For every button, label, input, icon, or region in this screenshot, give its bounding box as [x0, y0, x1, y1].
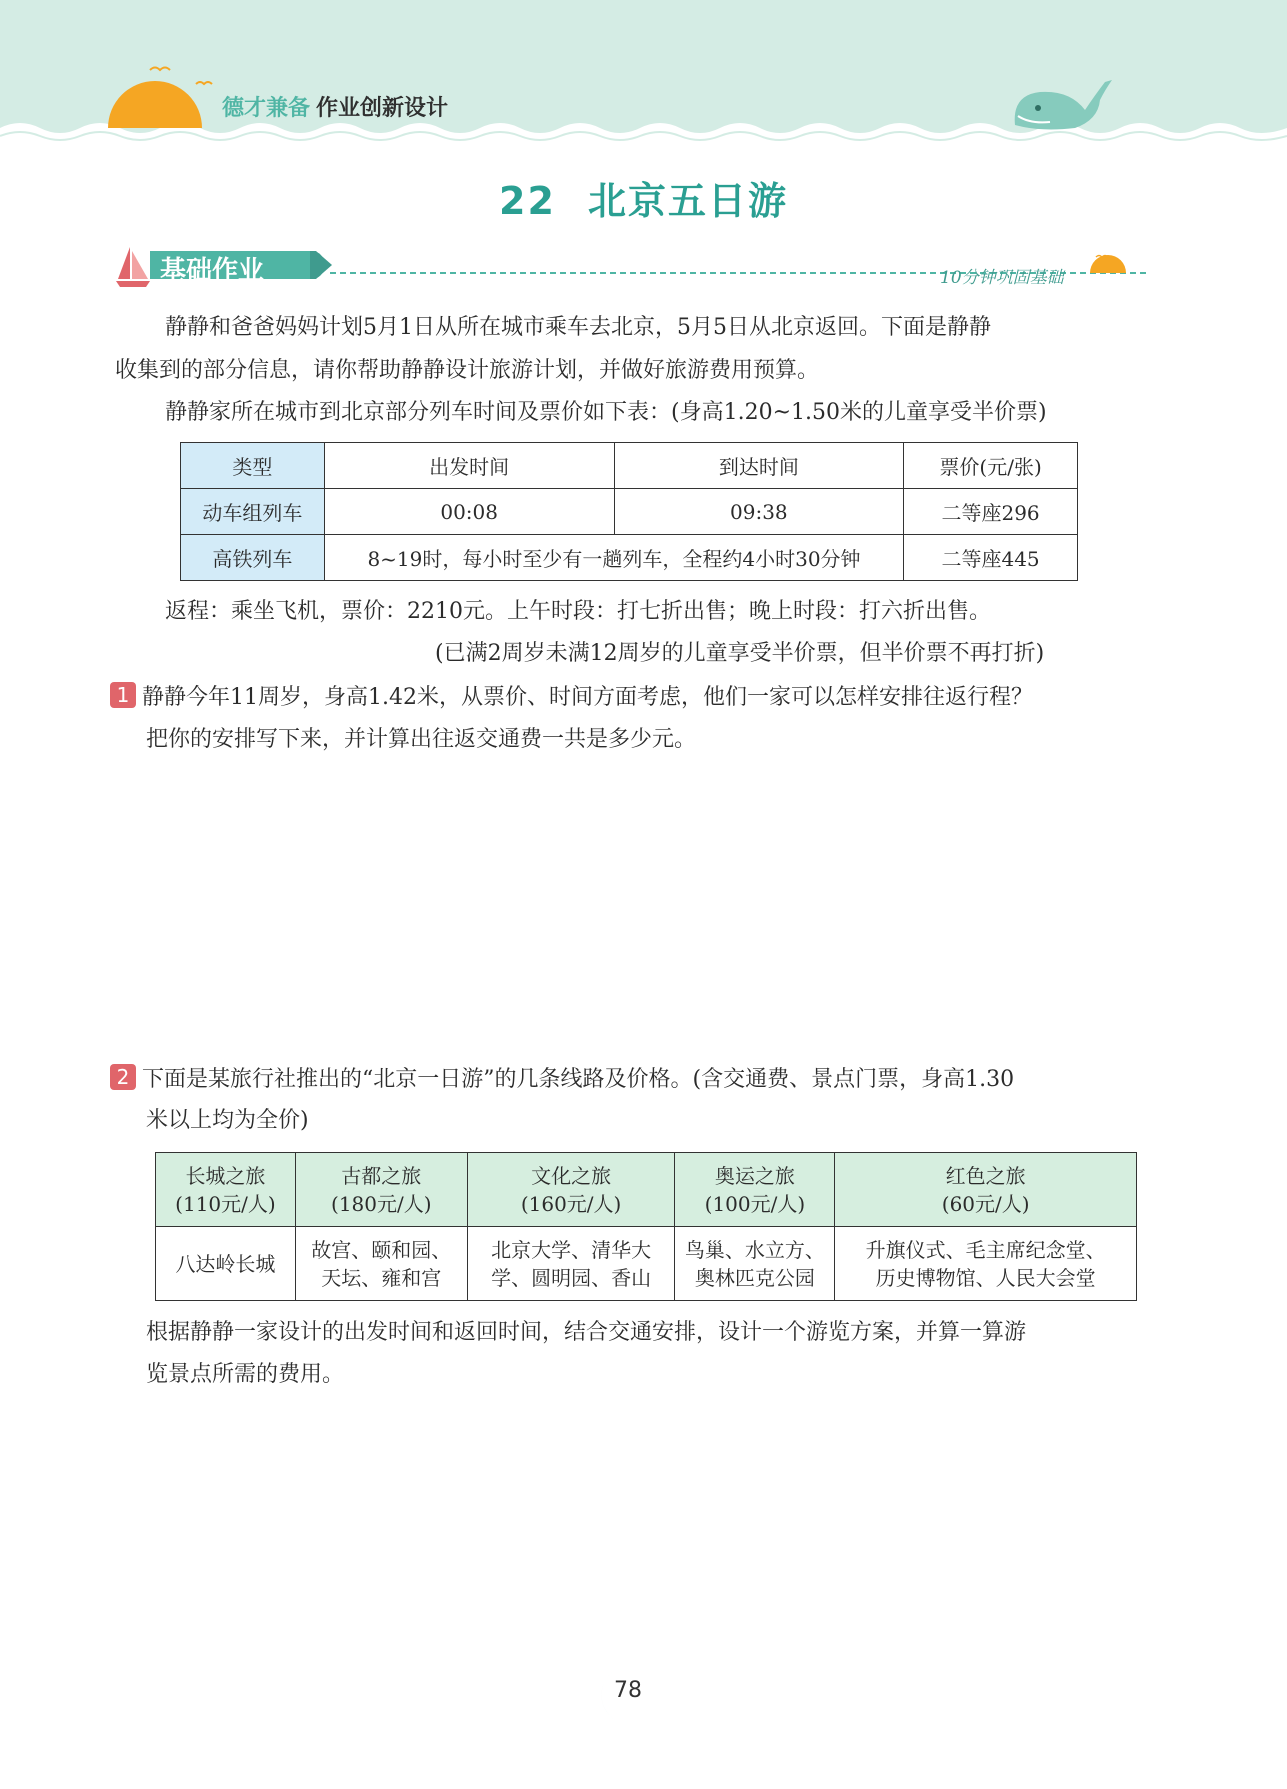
- brand-main: 作业创新设计: [316, 96, 449, 121]
- header-type: 类型: [181, 443, 325, 489]
- route-header: 文化之旅 (160元/人): [467, 1153, 675, 1227]
- row1-depart: 00:08: [324, 489, 614, 535]
- sun-icon: [108, 81, 202, 128]
- return-line-1: 返程：乘坐飞机，票价：2210元。上午时段：打七折出售；晚上时段：打六折出售。: [165, 599, 991, 624]
- table-row: [156, 1227, 1137, 1301]
- route-spots: 故宫、颐和园、 天坛、雍和宫: [295, 1227, 467, 1301]
- route-header: 古都之旅 (180元/人): [295, 1153, 467, 1227]
- page-title: [0, 170, 1287, 225]
- tour-table: [155, 1152, 1137, 1301]
- header-price: 票价(元/张): [904, 443, 1078, 489]
- small-sun-icon: [1090, 255, 1126, 273]
- route-header: 长城之旅 (110元/人): [156, 1153, 296, 1227]
- section-label: 基础作业: [160, 256, 265, 286]
- row2-price: 二等座445: [904, 535, 1078, 581]
- question-1: [110, 682, 1033, 713]
- table-row: [181, 489, 1078, 535]
- intro-line-1: 静静和爸爸妈妈计划5月1日从所在城市乘车去北京，5月5日从北京返回。下面是静静: [165, 315, 991, 340]
- q1-line-1: 静静今年11周岁，身高1.42米，从票价、时间方面考虑，他们一家可以怎样安排往返行程？: [142, 685, 1033, 710]
- return-line-2: (已满2周岁未满12周岁的儿童享受半价票，但半价票不再打折): [435, 641, 1045, 666]
- intro-line-3: 静静家所在城市到北京部分列车时间及票价如下表：(身高1.20~1.50米的儿童享受半价票): [165, 400, 1047, 425]
- route-header: 红色之旅 (60元/人): [835, 1153, 1137, 1227]
- sailboat-icon: [116, 247, 150, 287]
- table-row: [181, 535, 1078, 581]
- question-number-2: 2: [110, 1064, 136, 1090]
- lesson-title: 北京五日游: [587, 179, 788, 223]
- brand-title: [222, 91, 448, 122]
- brand-accent: 德才兼备: [222, 96, 311, 121]
- route-spots: 八达岭长城: [156, 1227, 296, 1301]
- page-number: 78: [614, 1678, 642, 1703]
- q1-line-2: 把你的安排写下来，并计算出往返交通费一共是多少元。: [146, 727, 697, 752]
- section-hint: 10分钟巩固基础: [940, 268, 1064, 288]
- q2-after-line-2: 览景点所需的费用。: [146, 1362, 345, 1387]
- q2-line-2: 米以上均为全价): [146, 1108, 309, 1133]
- intro-line-2: 收集到的部分信息，请你帮助静静设计旅游计划，并做好旅游费用预算。: [115, 358, 820, 383]
- route-spots: 北京大学、清华大 学、圆明园、香山: [467, 1227, 675, 1301]
- row1-price: 二等座296: [904, 489, 1078, 535]
- header-arrive: 到达时间: [614, 443, 904, 489]
- lesson-number: 22: [499, 179, 556, 223]
- route-header: 奥运之旅 (100元/人): [675, 1153, 835, 1227]
- question-number-1: 1: [110, 682, 136, 708]
- header-depart: 出发时间: [324, 443, 614, 489]
- row1-type: 动车组列车: [181, 489, 325, 535]
- row2-schedule: 8~19时，每小时至少有一趟列车，全程约4小时30分钟: [324, 535, 903, 581]
- header-decoration: [0, 0, 1287, 160]
- row1-arrive: 09:38: [614, 489, 904, 535]
- train-table: [180, 442, 1078, 581]
- question-2: [110, 1064, 1014, 1095]
- route-spots: 升旗仪式、毛主席纪念堂、 历史博物馆、人民大会堂: [835, 1227, 1137, 1301]
- row2-type: 高铁列车: [181, 535, 325, 581]
- whale-icon: [1015, 80, 1112, 129]
- q2-after-line-1: 根据静静一家设计的出发时间和返回时间，结合交通安排，设计一个游览方案，并算一算游: [146, 1320, 1027, 1345]
- q2-line-1: 下面是某旅行社推出的“北京一日游”的几条线路及价格。(含交通费、景点门票，身高1.30: [142, 1067, 1015, 1092]
- route-spots: 鸟巢、水立方、 奥林匹克公园: [675, 1227, 835, 1301]
